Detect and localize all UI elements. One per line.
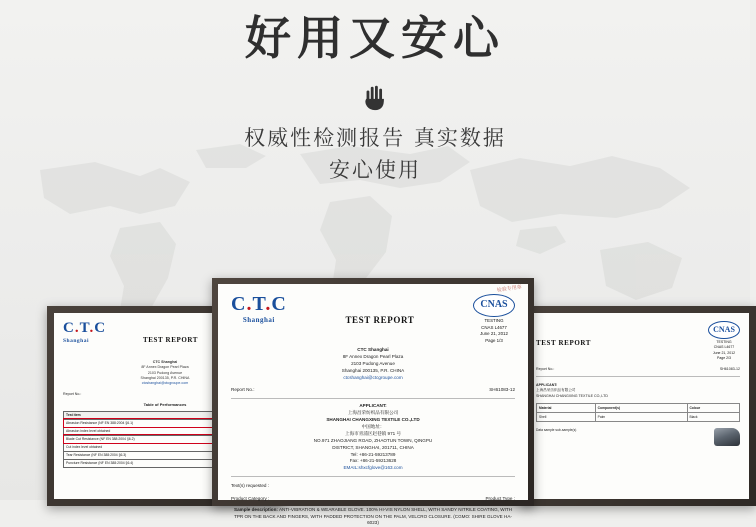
sample-note: Data sample sub-sample(s) bbox=[536, 427, 577, 432]
product-type-label: Product Type : bbox=[485, 496, 515, 502]
cnas-accreditation bbox=[708, 321, 740, 361]
divider bbox=[536, 376, 740, 377]
sample-description-label: Sample description: bbox=[234, 507, 278, 513]
applicant-line-0: 上海昌荣纺织品有限公司 bbox=[347, 410, 399, 416]
cnas-page: Page 2/3 bbox=[716, 356, 731, 361]
tests-requested-label: Text(s) requested : bbox=[231, 483, 270, 489]
cnas-line3: June 21, 2012 bbox=[712, 350, 736, 355]
hero-section bbox=[0, 0, 750, 187]
cnas-line1: TESTING bbox=[484, 318, 504, 323]
applicant-line-5: DISTRICT, SHANGHAI, 201711, CHINA bbox=[332, 444, 414, 450]
report-number-value: SH61083-12 bbox=[489, 387, 515, 393]
tests-requested-row bbox=[231, 483, 515, 490]
applicant-block bbox=[536, 383, 740, 399]
address-line-0: CTC Shanghai bbox=[152, 360, 178, 365]
table-header-row bbox=[537, 404, 740, 413]
ctc-logo: C.T.C bbox=[63, 320, 107, 336]
cell-test-2: Blade Cut Resistance (NF EN 388:2004 §6.2) bbox=[64, 435, 232, 443]
lab-address bbox=[231, 347, 515, 381]
official-stamp: 检验专用章 bbox=[496, 284, 523, 294]
ctc-logo-subtitle: Shanghai bbox=[242, 316, 275, 324]
sample-photo-row bbox=[536, 428, 740, 446]
address-line-2: 2103 Pudong Avenue bbox=[147, 370, 183, 375]
certificates-group bbox=[0, 270, 750, 526]
certificate-frame-center[interactable] bbox=[212, 278, 534, 526]
applicant-line-6: Tel: +86-21-59213789 bbox=[350, 451, 396, 457]
cell-test-3: Cut index level obtained bbox=[64, 443, 232, 451]
cell-test-4: Tear Resistance (NF EN 388:2004 §6.3) bbox=[64, 452, 232, 460]
divider bbox=[231, 398, 515, 399]
report-number-row bbox=[231, 387, 515, 394]
address-line-3: Shanghai 200135, P.R. CHINA bbox=[140, 375, 190, 380]
cnas-page: Page 1/3 bbox=[485, 337, 503, 343]
hand-icon bbox=[360, 82, 390, 112]
document-header bbox=[231, 294, 515, 343]
material-header-0: Material bbox=[537, 404, 596, 413]
sample-description-text: ANTI-VIBRATION & WEARABLE GLOVE. 100% HI-VIS NYLON SHELL, WITH SANDY NITRILE COATING, WITH TPR ON THE BACK AND FINGERS, WITH PADDED PROTECTION ON THE PALM, VELCRO CLOSURE. (CGMO: SHIRE GLOVE HA-6023) bbox=[234, 507, 512, 526]
report-number-value: SH61083-12 bbox=[719, 366, 740, 371]
certificate-frame-right[interactable] bbox=[520, 306, 756, 506]
cnas-badge: CNAS bbox=[708, 321, 740, 339]
material-header-2: Colour bbox=[687, 404, 740, 413]
ctc-logo: C.T.C bbox=[231, 293, 287, 315]
cnas-line1: TESTING bbox=[716, 340, 732, 344]
applicant-line-1: SHANGHAI CHANGXING TEXTILE CO.,LTD bbox=[326, 417, 420, 423]
report-title: TEST REPORT bbox=[345, 314, 415, 325]
applicant-block bbox=[231, 403, 515, 472]
address-line-0: CTC Shanghai bbox=[357, 347, 389, 352]
material-cell-0: Shell bbox=[537, 413, 596, 422]
hero-subtitle-line2: 安心使用 bbox=[329, 158, 421, 183]
table-row bbox=[537, 413, 740, 422]
certificate-document-right bbox=[527, 313, 749, 499]
table-header-0: Test item bbox=[64, 411, 232, 419]
applicant-line-4: NO.971 ZHAOJIANG ROAD, ZHAOTUN TOWN, QINGPU bbox=[313, 437, 433, 443]
applicant-label: APPLICANT: bbox=[536, 382, 558, 387]
cnas-line2: CNAS L4677 bbox=[713, 345, 735, 350]
applicant-line-0: 上海昌荣纺织品有限公司 bbox=[536, 388, 576, 393]
cnas-badge: CNAS bbox=[473, 294, 515, 317]
address-email: ctcshanghai@ctcgroupe.com bbox=[343, 374, 403, 380]
report-title: TEST REPORT bbox=[536, 338, 592, 347]
report-title: TEST REPORT bbox=[143, 335, 199, 344]
address-email: ctcshanghai@ctcgroupe.com bbox=[141, 380, 189, 385]
cnas-accreditation bbox=[473, 294, 515, 343]
hero-subtitle bbox=[0, 122, 750, 187]
report-number-row bbox=[536, 367, 740, 372]
material-header-1: Component(s) bbox=[595, 404, 687, 413]
cnas-line3: June 21, 2012 bbox=[480, 331, 508, 336]
report-number-label: Report No.: bbox=[536, 366, 555, 371]
address-line-2: 2103 Pudong Avenue bbox=[351, 360, 395, 366]
sample-description-block bbox=[231, 507, 515, 527]
cnas-line2: CNAS L4677 bbox=[481, 324, 507, 330]
divider bbox=[231, 476, 515, 477]
applicant-line-2: 中国地址： bbox=[361, 424, 385, 430]
cell-test-5: Puncture Resistance (NF EN 388:2004 §6.4) bbox=[64, 460, 232, 468]
applicant-line-1: SHANGHAI CHANGXING TEXTILE CO.,LTD bbox=[536, 393, 608, 398]
certificate-document-center bbox=[218, 284, 528, 526]
cell-test-1: Abrasion index level obtained bbox=[64, 427, 232, 435]
applicant-email: EMAIL:shxcfglove@163.com bbox=[343, 465, 403, 471]
report-number-label: Report No.: bbox=[231, 387, 255, 393]
address-line-1: 8F Annex Dragon Pearl Plaza bbox=[342, 353, 404, 359]
product-category-label: Product Category : bbox=[231, 496, 270, 502]
applicant-line-7: Fax: +86-21-59213628 bbox=[349, 458, 397, 464]
document-header bbox=[536, 321, 740, 361]
material-table bbox=[536, 403, 740, 422]
address-line-3: Shanghai 200135, P.R. CHINA bbox=[341, 367, 405, 373]
report-number-label: Report No.: bbox=[63, 392, 82, 397]
cell-test-0: Abrasion Resistance (NF EN 388:2004 §6.1) bbox=[64, 419, 232, 427]
address-line-1: 8F Annex Dragon Pearl Plaza bbox=[141, 365, 189, 370]
glove-photo bbox=[714, 428, 740, 446]
hero-subtitle-line1: 权威性检测报告 真实数据 bbox=[244, 125, 506, 150]
product-category-row bbox=[231, 496, 515, 503]
applicant-line-3: 上海市青浦区赵巷镇 971 号 bbox=[344, 430, 402, 436]
applicant-label: APPLICANT: bbox=[359, 403, 387, 409]
material-cell-2: Black bbox=[687, 413, 740, 422]
material-cell-1: Palm bbox=[595, 413, 687, 422]
performance-table-title: Table of Performances bbox=[143, 401, 187, 407]
page-title: 好用又安心 bbox=[245, 11, 505, 65]
ctc-logo-subtitle: Shanghai bbox=[63, 338, 90, 344]
